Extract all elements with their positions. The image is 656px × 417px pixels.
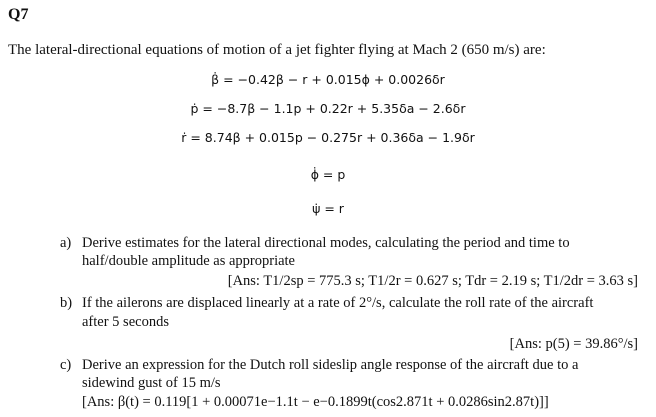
equation-text: ṙ = 8.74β + 0.015p − 0.275r + 0.36δa − 1.9δr bbox=[181, 130, 475, 145]
question-number: Q7 bbox=[8, 6, 29, 23]
part-c-answer: [Ans: β(t) = 0.119[1 + 0.00071e−1.1t − e−0.1899t(cos2.871t + 0.0286sin2.87t)]] bbox=[82, 394, 549, 410]
equation-text: β̇ = −0.42β − r + 0.015ϕ + 0.0026δr bbox=[211, 72, 445, 87]
equation-psi-dot bbox=[0, 201, 656, 216]
part-a-answer: [Ans: T1/2sp = 775.3 s; T1/2r = 0.627 s; Tdr = 2.19 s; T1/2dr = 3.63 s] bbox=[227, 273, 638, 289]
part-a-line2: half/double amplitude as appropriate bbox=[82, 253, 295, 269]
part-c-line1: Derive an expression for the Dutch roll sideslip angle response of the aircraft due to a bbox=[82, 357, 579, 373]
part-b-line2: after 5 seconds bbox=[82, 314, 169, 330]
part-a-line1: Derive estimates for the lateral directional modes, calculating the period and time to bbox=[82, 235, 570, 251]
part-c-line2: sidewind gust of 15 m/s bbox=[82, 375, 221, 391]
equation-r-dot bbox=[0, 130, 656, 145]
part-a-label: a) bbox=[60, 235, 72, 251]
equation-p-dot bbox=[0, 101, 656, 116]
equation-phi-dot bbox=[0, 167, 656, 182]
part-c-label: c) bbox=[60, 357, 72, 373]
question-intro: The lateral-directional equations of motion of a jet fighter flying at Mach 2 (650 m/s) are: bbox=[8, 42, 546, 58]
part-b-label: b) bbox=[60, 295, 73, 311]
part-b-answer: [Ans: p(5) = 39.86°/s] bbox=[509, 336, 638, 352]
equation-text: ψ̇ = r bbox=[312, 201, 344, 216]
equation-text: ṗ = −8.7β − 1.1p + 0.22r + 5.35δa − 2.6δr bbox=[190, 101, 466, 116]
part-b-line1: If the ailerons are displaced linearly at a rate of 2°/s, calculate the roll rate of the aircraft bbox=[82, 295, 594, 311]
equation-text: ϕ̇ = p bbox=[310, 167, 346, 182]
equation-beta-dot bbox=[0, 72, 656, 87]
